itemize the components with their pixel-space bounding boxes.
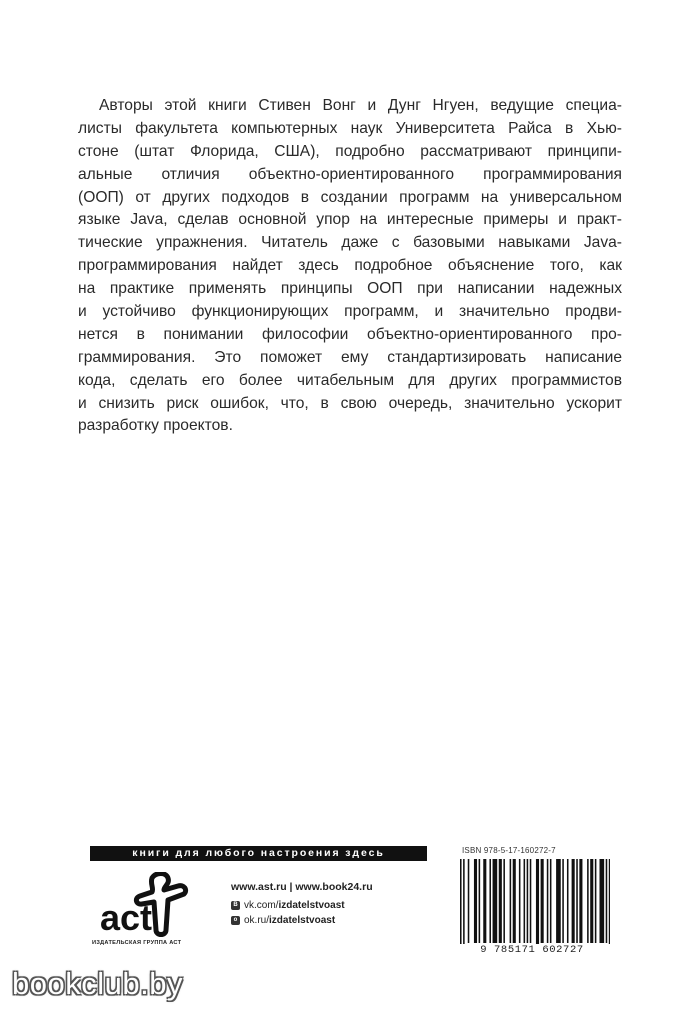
annotation-text <box>78 95 622 438</box>
barcode-bar <box>556 859 561 943</box>
barcode-bar <box>550 859 552 943</box>
publisher-caption: ИЗДАТЕЛЬСКАЯ ГРУППА АСТ <box>92 940 182 946</box>
barcode-bar <box>524 859 526 943</box>
barcode-digits: 9 785171 602727 <box>454 944 610 956</box>
barcode-bar <box>489 859 491 943</box>
barcode-bar <box>541 859 544 943</box>
annotation-line: разработку проектов. <box>78 417 233 435</box>
barcode-bar <box>527 859 529 943</box>
barcode-bar <box>567 859 569 943</box>
barcode-bar <box>499 859 502 943</box>
barcode-bar <box>562 859 564 943</box>
barcode-bar <box>463 859 465 949</box>
annotation-line: стоне (штат Флорида, США), подробно рассматривают принципи- <box>78 142 622 160</box>
ok-prefix: ok.ru/ <box>244 915 270 926</box>
annotation-line: тические упражнения. Читатель даже с базовыми навыками Java- <box>78 234 622 252</box>
watermark: bookclub.by <box>12 966 183 1001</box>
barcode-bar <box>510 859 512 943</box>
barcode-bar <box>579 859 582 943</box>
annotation-line: на практике применять принципы ООП при написании надежных <box>78 280 622 298</box>
ok-handle: izdatelstvoast <box>269 915 336 926</box>
barcode-bar <box>595 859 597 943</box>
annotation-line: программирования найдет здесь подробное объяснение того, как <box>78 257 622 275</box>
annotation-line: граммирования. Это поможет ему стандартизировать написание <box>78 348 622 366</box>
vk-handle: izdatelstvoast <box>278 900 345 911</box>
ok-icon: о <box>231 916 240 925</box>
isbn-label: ISBN 978-5-17-160272-7 <box>462 846 556 855</box>
barcode-bar <box>493 859 498 943</box>
barcode-bar <box>587 859 589 943</box>
annotation-line: и снизить риск ошибок, что, в свою очередь, значительно ускорит <box>78 394 622 412</box>
publisher-links <box>231 880 373 928</box>
barcode-bar <box>606 859 608 943</box>
vk-prefix: vk.com/ <box>244 900 279 911</box>
barcode-bar <box>503 859 505 943</box>
barcode-bar <box>479 859 481 943</box>
annotation-line: альные отличия объектно-ориентированного программирования <box>78 165 622 183</box>
barcode-bar <box>576 859 578 943</box>
publisher-sites[interactable]: www.ast.ru | www.book24.ru <box>231 881 373 893</box>
vk-link[interactable] <box>231 898 373 913</box>
barcode-icon <box>454 859 610 949</box>
barcode-bar <box>513 859 516 943</box>
publisher-logo <box>92 872 222 950</box>
barcode-bar <box>609 859 610 949</box>
ast-logo-icon <box>94 872 194 940</box>
barcode-bar <box>530 859 532 943</box>
barcode-bar <box>547 859 549 943</box>
barcode-bar <box>460 859 462 949</box>
slogan-bar: книги для любого настроения здесь <box>90 846 427 861</box>
annotation-line: листы факультета компьютерных наук Университета Райса в Хью- <box>78 119 622 137</box>
annotation-line: нется в понимании философии объектно-ориентированного про- <box>78 325 622 343</box>
logo-text: act <box>100 897 153 938</box>
barcode-bar <box>474 859 477 943</box>
vk-icon: В <box>231 901 240 910</box>
annotation-line: кода, сделать его более читабельным для других программистов <box>78 371 622 389</box>
annotation-line: (ООП) от других подходов в создании программ на универсальном <box>78 188 622 206</box>
barcode-bar <box>600 859 605 943</box>
ok-link[interactable] <box>231 913 373 928</box>
barcode-bar <box>536 859 539 949</box>
barcode-bar <box>468 859 470 943</box>
barcode-bar <box>572 859 575 943</box>
annotation-line: и устойчиво функционирующих программ, и значительно продви- <box>78 303 622 321</box>
barcode-bar <box>519 859 521 943</box>
barcode-bar <box>590 859 593 943</box>
annotation-line: языке Java, сделав основной упор на интересные примеры и практ- <box>78 211 622 229</box>
barcode-bar <box>483 859 486 943</box>
annotation-line: Авторы этой книги Стивен Вонг и Дунг Нгуен, ведущие специа- <box>99 97 622 114</box>
